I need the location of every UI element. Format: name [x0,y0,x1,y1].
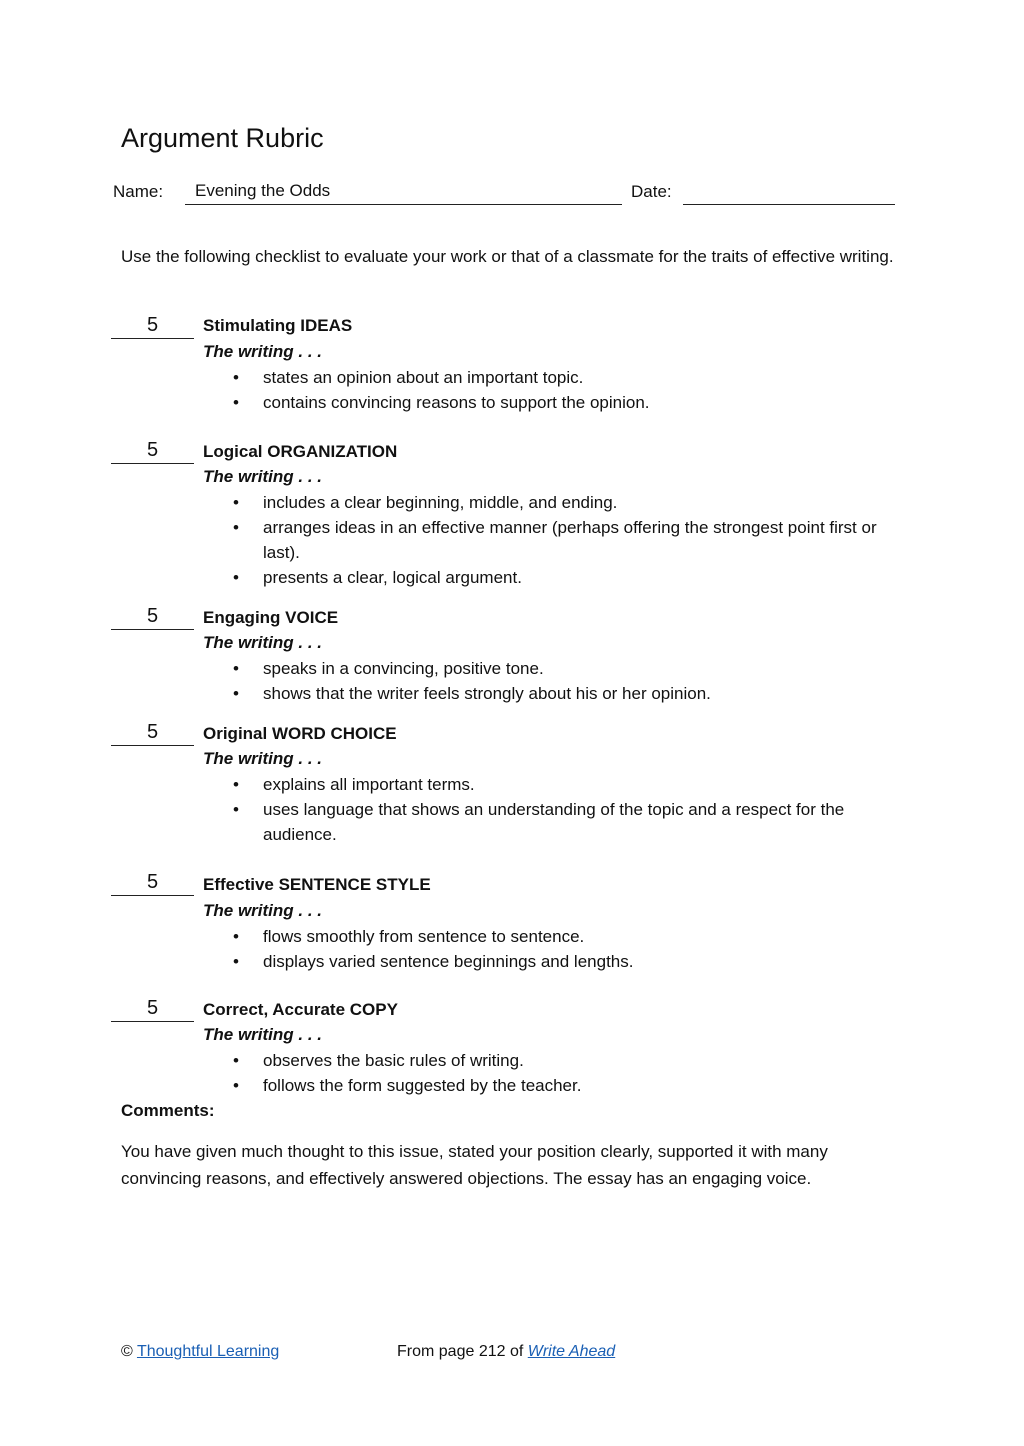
criteria-list [203,490,903,590]
section-subtitle: The writing . . . [203,901,322,920]
bullet-icon: • [233,1076,239,1095]
criteria-item: • follows the form suggested by the teacher. [203,1073,903,1098]
score-field[interactable]: 5 [111,720,194,746]
section-title: Correct, Accurate COPY [203,1000,398,1019]
criteria-item: • explains all important terms. [203,772,873,797]
section-subtitle: The writing . . . [203,342,322,361]
section-title: Stimulating IDEAS [203,316,353,335]
bullet-icon: • [233,659,239,678]
bullet-icon: • [233,518,239,537]
comments-label: Comments: [121,1101,215,1120]
copyright-icon: © [121,1343,133,1360]
section-subtitle: The writing . . . [203,633,322,652]
criteria-item: • observes the basic rules of writing. [203,1048,903,1073]
criteria-item: • speaks in a convincing, positive tone. [203,656,903,681]
bullet-icon: • [233,1051,239,1070]
bullet-icon: • [233,927,239,946]
score-field[interactable]: 5 [111,870,194,896]
score-field[interactable]: 5 [111,996,194,1022]
section-title: Effective SENTENCE STYLE [203,875,431,894]
intro-text: Use the following checklist to evaluate your work or that of a classmate for the traits of effective writing. [121,247,894,266]
criteria-item: • includes a clear beginning, middle, and ending. [203,490,903,515]
bullet-icon: • [233,368,239,387]
name-value: Evening the Odds [195,181,331,200]
bullet-icon: • [233,800,239,819]
criteria-list [203,772,873,847]
bullet-icon: • [233,684,239,703]
section-title: Original WORD CHOICE [203,724,397,743]
date-field[interactable] [683,180,895,205]
criteria-item: • displays varied sentence beginnings and lengths. [203,949,903,974]
score-field[interactable]: 5 [111,604,194,630]
criteria-item: • contains convincing reasons to support the opinion. [203,390,903,415]
name-field[interactable] [185,180,622,205]
criteria-item: • flows smoothly from sentence to sentence. [203,924,903,949]
source-prefix: From page 212 of [397,1343,524,1360]
criteria-list [203,924,903,974]
section-subtitle: The writing . . . [203,467,322,486]
bullet-icon: • [233,493,239,512]
bullet-icon: • [233,568,239,587]
criteria-list [203,1048,903,1098]
section-title: Logical ORGANIZATION [203,442,398,461]
footer-source [397,1341,615,1363]
score-field[interactable]: 5 [111,313,194,339]
criteria-item: • states an opinion about an important topic. [203,365,903,390]
bullet-icon: • [233,952,239,971]
section-title: Engaging VOICE [203,608,339,627]
criteria-item: • presents a clear, logical argument. [203,565,903,590]
page-title: Argument Rubric [121,123,324,153]
criteria-item: • arranges ideas in an effective manner (perhaps offering the strongest point first or last). [203,515,903,565]
book-link[interactable]: Write Ahead [527,1343,616,1360]
section-subtitle: The writing . . . [203,1025,322,1044]
criteria-item: • shows that the writer feels strongly about his or her opinion. [203,681,903,706]
section-subtitle: The writing . . . [203,749,322,768]
publisher-link[interactable]: Thoughtful Learning [136,1343,280,1360]
footer-copyright [121,1341,279,1363]
bullet-icon: • [233,775,239,794]
criteria-list [203,656,903,706]
name-label: Name: [113,182,164,201]
bullet-icon: • [233,393,239,412]
criteria-list [203,365,903,415]
score-field[interactable]: 5 [111,438,194,464]
criteria-item: • uses language that shows an understanding of the topic and a respect for the audience. [203,797,873,847]
date-label: Date: [631,182,672,201]
comments-text: You have given much thought to this issue, stated your position clearly, supported it with many convincing reasons, and effectively answered objections. The essay has an engaging voice. [121,1142,828,1188]
